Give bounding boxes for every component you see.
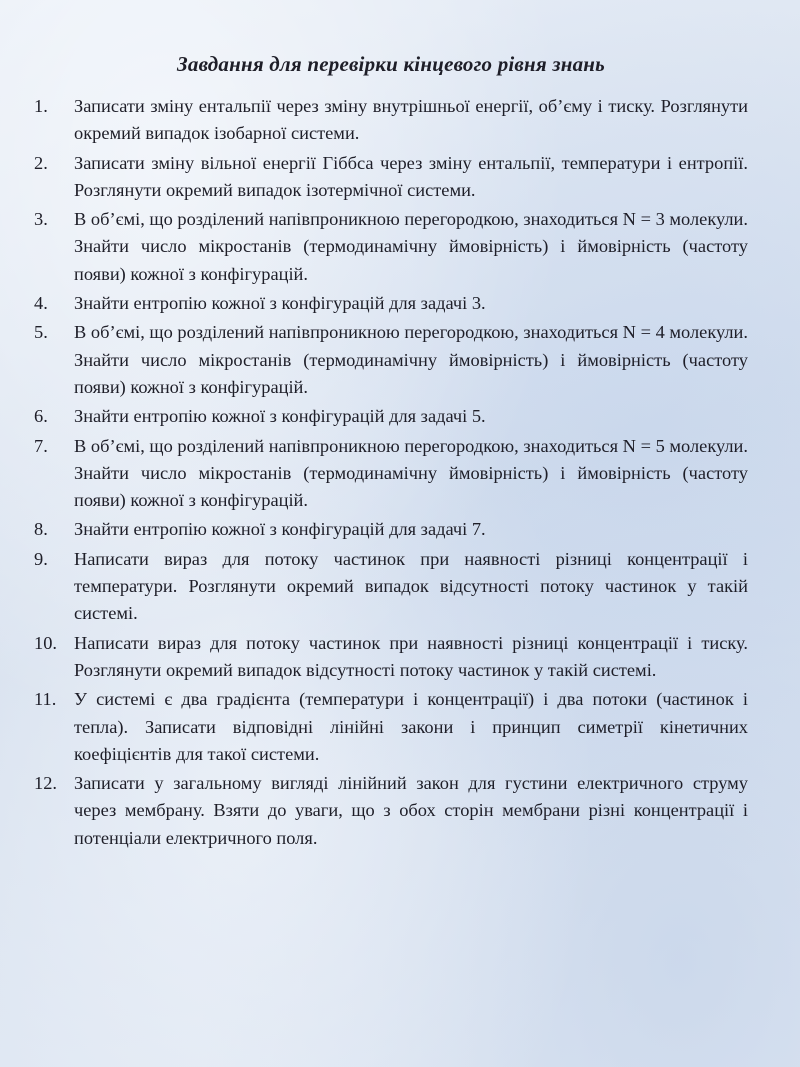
item-number: 1.	[34, 96, 48, 116]
item-number: 3.	[34, 209, 48, 230]
item-text: В об’ємі, що розділений напівпроникною перегородкою, знаходиться N = 3 молекули. Знайти число мікростанів (термодинамічну ймовірність) і ймовірність (частоту появи) кожної з конфігурацій.	[74, 209, 748, 284]
item-text: Записати зміну ентальпії через зміну внутрішньої енергії, об’єму і тиску. Розглянути окремий випадок ізобарної системи.	[74, 96, 748, 144]
item-number: 6.	[34, 406, 48, 427]
item-number: 8.	[34, 519, 48, 540]
list-item	[34, 433, 748, 515]
item-number: 7.	[34, 435, 48, 456]
list-item	[34, 770, 748, 852]
item-text: Написати вираз для потоку частинок при наявності різниці концентрації і температури. Розглянути окремий випадок відсутності потоку частинок у такій системі.	[74, 548, 748, 624]
list-item	[34, 290, 748, 317]
list-item	[34, 319, 748, 401]
item-text: Знайти ентропію кожної з конфігурацій для задачі 3.	[74, 293, 486, 314]
list-item	[34, 630, 748, 685]
item-number: 4.	[34, 293, 48, 314]
list-item	[34, 546, 748, 628]
item-number: 9.	[34, 548, 48, 569]
item-text: В об’ємі, що розділений напівпроникною перегородкою, знаходиться N = 4 молекули. Знайти число мікростанів (термодинамічну ймовірність) і ймовірність (частоту появи) кожної з конфігурацій.	[74, 322, 748, 397]
item-number: 12.	[34, 773, 57, 794]
item-number: 10.	[34, 632, 57, 653]
item-text: Знайти ентропію кожної з конфігурацій для задачі 5.	[74, 406, 486, 427]
item-number: 5.	[34, 322, 48, 343]
item-number: 11.	[34, 689, 57, 710]
list-item	[34, 93, 748, 148]
list-item	[34, 150, 748, 205]
list-item	[34, 206, 748, 288]
list-item	[34, 686, 748, 768]
item-text: Знайти ентропію кожної з конфігурацій для задачі 7.	[74, 519, 486, 540]
item-text: В об’ємі, що розділений напівпроникною перегородкою, знаходиться N = 5 молекули. Знайти число мікростанів (термодинамічну ймовірність) і ймовірність (частоту появи) кожної з конфігурацій.	[74, 435, 748, 511]
item-text: Записати зміну вільної енергії Гіббса через зміну ентальпії, температури і ентропії. Розглянути окремий випадок ізотермічної системи.	[74, 152, 748, 200]
item-text: У системі є два градієнта (температури і концентрації) і два потоки (частинок і тепла). Записати відповідні лінійні закони і принцип симетрії кінетичних коефіцієнтів для такої системи.	[74, 689, 748, 764]
list-item	[34, 403, 748, 430]
item-number: 2.	[34, 152, 48, 173]
list-item	[34, 516, 748, 543]
page-title: Завдання для перевірки кінцевого рівня знань	[177, 52, 605, 76]
task-list	[34, 93, 748, 852]
item-text: Записати у загальному вигляді лінійний закон для густини електричного струму через мембрану. Взяти до уваги, що з обох сторін мембрани різні концентрації і потенціали електричного поля.	[74, 773, 748, 848]
item-text: Написати вираз для потоку частинок при наявності різниці концентрації і тиску. Розглянути окремий випадок відсутності потоку частинок у такій системі.	[74, 632, 748, 680]
